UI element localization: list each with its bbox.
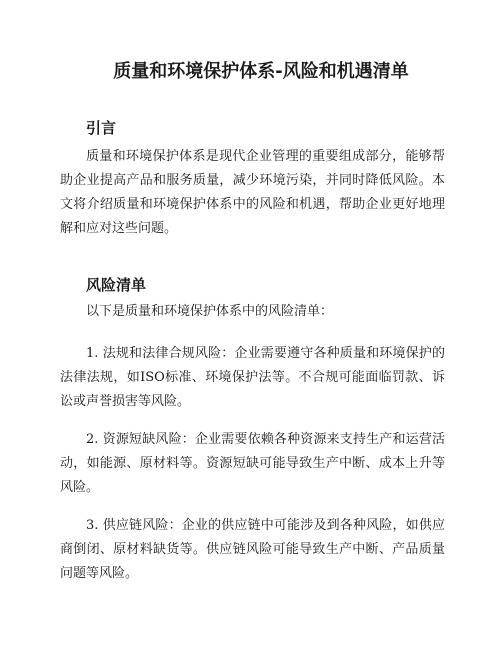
document-title: 质量和环境保护体系-风险和机遇清单 [113, 61, 409, 82]
introduction-paragraph: 质量和环境保护体系是现代企业管理的重要组成部分，能够帮助企业提高产品和服务质量，减少环境污染，并同时降低风险。本文将介绍质量和环境保护体系中的风险和机遇，帮助企业更好地理解和应对这些问题。 [60, 149, 445, 236]
risk-list-item: 1. 法规和法律合规风险：企业需要遵守各种质量和环境保护的法律法规，如ISO标准、环境保护法等。不合规可能面临罚款、诉讼或声誉损害等风险。 [60, 346, 445, 409]
risk-list-item: 2. 资源短缺风险：企业需要依赖各种资源来支持生产和运营活动，如能源、原材料等。资源短缺可能导致生产中断、成本上升等风险。 [60, 432, 445, 495]
risk-list-item: 3. 供应链风险：企业的供应链中可能涉及到各种风险，如供应商倒闭、原材料缺货等。供应链风险可能导致生产中断、产品质量问题等风险。 [60, 518, 445, 581]
section-heading-introduction: 引言 [86, 119, 117, 137]
risk-list-intro: 以下是质量和环境保护体系中的风险清单： [86, 304, 334, 319]
section-heading-risk-list: 风险清单 [86, 276, 147, 294]
